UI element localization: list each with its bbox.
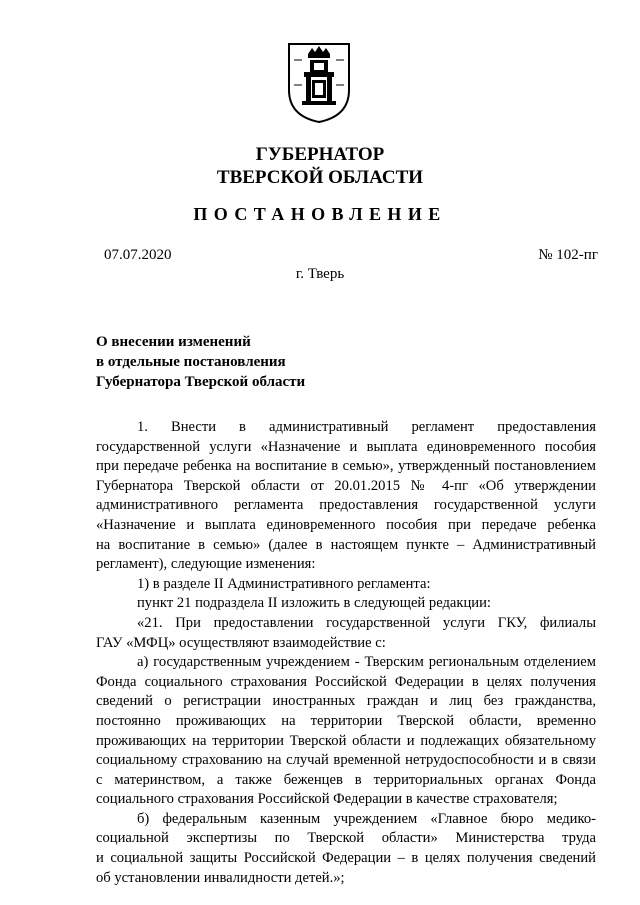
body-line: Фонда социального страхования Российской Федерации в целях получения — [96, 673, 596, 690]
body-line: Губернатора Тверской области от 20.01.2015 № 4-пг «Об утверждении — [96, 477, 596, 494]
body-line: об установлении инвалидности детей.»; — [96, 869, 345, 886]
document-body — [96, 418, 596, 888]
body-line: 1. Внести в административный регламент предоставления — [137, 419, 596, 435]
document-number: № 102-пг — [538, 247, 598, 263]
body-line: б) федеральным казенным учреждением «Главное бюро медико- — [137, 810, 596, 827]
body-line: постоянно проживающих на территории Тверской области, временно — [96, 712, 596, 729]
body-line: административного регламента предоставления государственной услуги — [96, 497, 596, 514]
body-line: и социальной защиты Российской Федерации – в целях получения сведений — [96, 850, 596, 867]
subject-line: в отдельные постановления — [96, 354, 286, 370]
body-line: пункт 21 подраздела II изложить в следующей редакции: — [137, 595, 491, 612]
document-city: г. Тверь — [295, 266, 345, 282]
authority-title-line1: ГУБЕРНАТОР — [255, 144, 385, 165]
document-type-heading: ПОСТАНОВЛЕНИЕ — [193, 204, 447, 224]
body-line: с материнством, а также беженцев в территориальных органах Фонда — [96, 771, 596, 788]
body-line: ГАУ «МФЦ» осуществляют взаимодействие с: — [96, 634, 386, 651]
subject-line: О внесении изменений — [96, 334, 251, 350]
body-line: социальной экспертизы по Тверской области» Министерства труда — [96, 830, 596, 847]
body-line: при передаче ребенка на воспитание в семью», утвержденный постановлением — [96, 458, 596, 475]
body-line: регламент), следующие изменения: — [96, 556, 316, 573]
body-line: 1) в разделе II Административного регламента: — [137, 575, 431, 592]
document-subject — [96, 332, 305, 392]
body-line: «Назначение и выплата единовременного пособия при передаче ребенка — [96, 516, 596, 533]
body-line: а) государственным учреждением - Тверским региональным отделением — [137, 654, 596, 671]
body-line: государственной услуги «Назначение и выплата единовременного пособия — [96, 438, 596, 455]
body-line: социального страхования Российской Федерации в качестве страхователя; — [96, 791, 558, 808]
body-line: «21. При предоставлении государственной услуги ГКУ, филиалы — [137, 614, 596, 631]
document-date: 07.07.2020 — [104, 247, 172, 263]
body-line: социальному страхованию на случай временной нетрудоспособности и в связи — [96, 752, 596, 769]
body-line: на воспитание в семью» (далее в настоящем пункте – Административный — [96, 536, 596, 553]
tver-coat-of-arms-emblem — [284, 40, 354, 124]
subject-line: Губернатора Тверской области — [96, 374, 306, 390]
authority-title-line2: ТВЕРСКОЙ ОБЛАСТИ — [216, 167, 424, 188]
body-line: проживающих на территории Тверской области и подлежащих обязательному — [96, 732, 596, 749]
body-line: сведений о регистрации иностранных граждан и лиц без гражданства, — [96, 693, 596, 710]
